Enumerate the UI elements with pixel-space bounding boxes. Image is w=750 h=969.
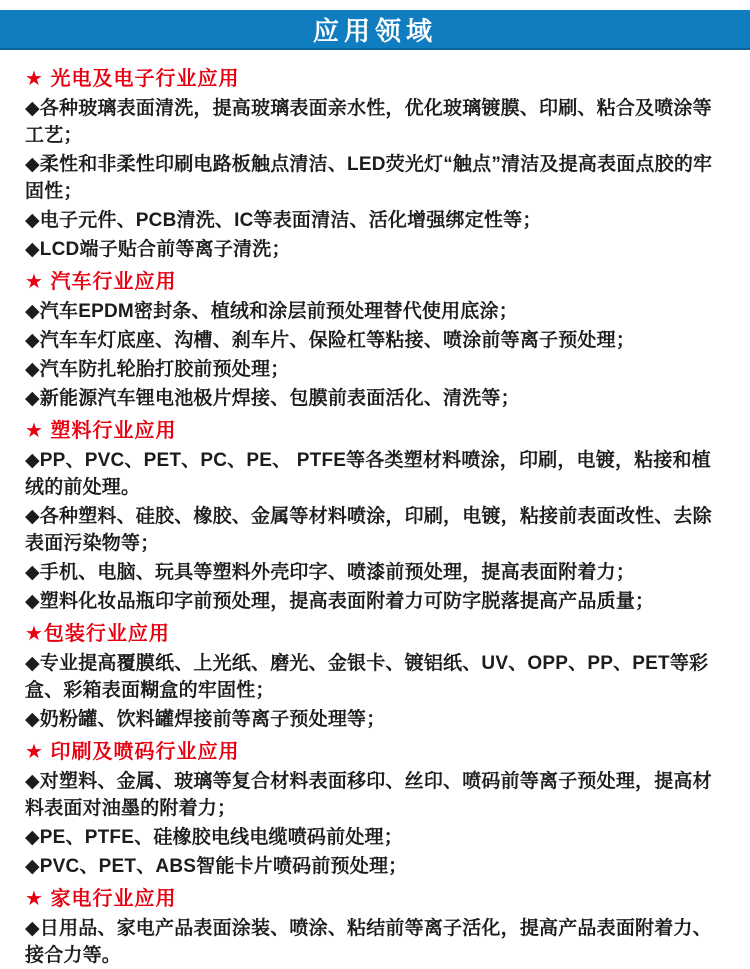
list-item: ◆手机、电脑、玩具等塑料外壳印字、喷漆前预处理，提高表面附着力；: [25, 562, 636, 583]
section-heading: ★ 印刷及喷码行业应用: [25, 741, 240, 763]
list-item: ◆各种塑料、硅胶、橡胶、金属等材料喷涂，印刷，电镀，粘接前表面改性、去除表面污染物等；: [25, 506, 712, 554]
list-item: ◆PP、PVC、PET、PC、PE、 PTFE等各类塑材料喷涂，印刷，电镀，粘接和植绒的前处理。: [25, 450, 711, 498]
list-item: ◆汽车防扎轮胎打胶前预处理；: [25, 359, 290, 380]
list-item: ◆电子元件、PCB清洗、IC等表面清洁、活化增强绑定性等；: [25, 210, 542, 231]
title-banner: [0, 10, 750, 50]
section-heading: ★ 塑料行业应用: [25, 420, 177, 442]
list-item: ◆PE、PTFE、硅橡胶电线电缆喷码前处理；: [25, 827, 403, 848]
list-item: ◆专业提高覆膜纸、上光纸、磨光、金银卡、镀铝纸、UV、OPP、PP、PET等彩盒、彩箱表面糊盒的牢固性；: [25, 653, 709, 701]
list-item: ◆奶粉罐、饮料罐焊接前等离子预处理等；: [25, 709, 386, 730]
section-heading: ★包装行业应用: [25, 623, 170, 645]
list-item: ◆新能源汽车锂电池极片焊接、包膜前表面活化、清洗等；: [25, 388, 520, 409]
list-item: ◆各种玻璃表面清洗，提高玻璃表面亲水性，优化玻璃镀膜、印刷、粘合及喷涂等工艺；: [25, 98, 712, 146]
list-item: ◆PVC、PET、ABS智能卡片喷码前预处理；: [25, 856, 408, 877]
list-item: ◆对塑料、金属、玻璃等复合材料表面移印、丝印、喷码前等离子预处理，提高材料表面对油墨的附着力；: [25, 771, 712, 819]
list-item: ◆LCD端子贴合前等离子清洗；: [25, 239, 291, 260]
list-item: ◆日用品、家电产品表面涂装、喷涂、粘结前等离子活化，提高产品表面附着力、接合力等。: [25, 918, 712, 966]
page-title: 应用领域: [312, 15, 437, 46]
list-item: ◆汽车EPDM密封条、植绒和涂层前预处理替代使用底涂；: [25, 301, 518, 322]
section-heading: ★ 光电及电子行业应用: [25, 68, 240, 90]
section-heading: ★ 汽车行业应用: [25, 271, 177, 293]
page: [0, 10, 750, 966]
list-item: ◆汽车车灯底座、沟槽、刹车片、保险杠等粘接、喷涂前等离子预处理；: [25, 330, 636, 351]
list-item: ◆塑料化妆品瓶印字前预处理，提高表面附着力可防字脱落提高产品质量；: [25, 591, 655, 612]
section-heading: ★ 家电行业应用: [25, 888, 177, 910]
list-item: ◆柔性和非柔性印刷电路板触点清洁、LED荧光灯“触点”清洁及提高表面点胶的牢固性；: [25, 154, 713, 202]
content: [0, 50, 750, 969]
